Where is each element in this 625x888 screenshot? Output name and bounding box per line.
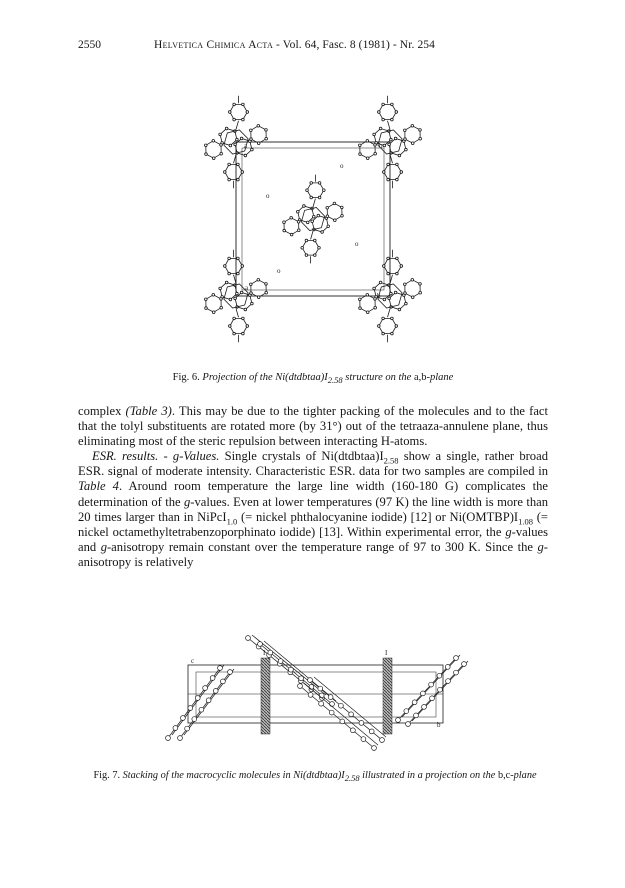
atom <box>237 178 240 181</box>
atom <box>225 127 228 130</box>
atom <box>382 103 385 106</box>
atom <box>366 294 369 297</box>
atom <box>283 229 286 232</box>
atom <box>318 247 321 250</box>
atom <box>195 696 200 701</box>
atom <box>318 686 323 691</box>
atom <box>258 642 263 647</box>
atom <box>396 178 399 181</box>
atom <box>290 217 293 220</box>
atom <box>406 722 411 727</box>
atom <box>400 265 403 268</box>
atom <box>298 229 301 232</box>
benzene-ring <box>405 280 420 297</box>
atom <box>383 298 386 301</box>
atom <box>341 206 344 209</box>
atom <box>188 706 193 711</box>
atom <box>229 325 232 328</box>
atom <box>359 298 362 301</box>
atom <box>383 144 386 147</box>
atom-label: a <box>245 284 249 292</box>
atom-label: b <box>377 292 381 300</box>
benzene-ring <box>327 203 342 220</box>
atom <box>411 125 414 128</box>
iodine-chain <box>383 658 392 734</box>
atom <box>228 670 233 675</box>
atom <box>242 118 245 121</box>
atom <box>398 308 401 311</box>
atom <box>166 736 171 741</box>
atom <box>278 659 283 664</box>
atom <box>359 144 362 147</box>
benzene-ring <box>360 141 375 158</box>
atom <box>299 676 304 681</box>
benzene-ring <box>405 126 420 143</box>
atom <box>242 103 245 106</box>
atom <box>289 667 294 672</box>
atom <box>234 143 237 146</box>
atom <box>374 152 377 155</box>
bond <box>313 199 315 207</box>
atom <box>327 225 330 228</box>
atom <box>233 103 236 106</box>
atom <box>445 665 450 670</box>
atom <box>297 210 300 213</box>
atom <box>241 171 244 174</box>
atom <box>308 678 313 683</box>
atom <box>411 142 414 145</box>
atom <box>404 129 407 132</box>
atom <box>246 636 251 641</box>
atom <box>205 153 208 156</box>
atom <box>383 171 386 174</box>
atom <box>411 296 414 299</box>
atom <box>339 703 344 708</box>
bond <box>388 121 391 130</box>
atom <box>257 125 260 128</box>
atom <box>391 317 394 320</box>
atom <box>404 292 407 295</box>
atom <box>229 144 232 147</box>
atom <box>205 307 208 310</box>
macrocycle-plane <box>264 641 336 701</box>
atom <box>265 283 268 286</box>
atom <box>334 219 337 222</box>
atom <box>228 257 231 260</box>
atom <box>265 137 268 140</box>
atom <box>396 718 401 723</box>
atom <box>405 302 408 305</box>
atom <box>379 281 382 284</box>
atom <box>192 717 197 722</box>
atom <box>422 705 427 710</box>
atom <box>326 207 329 210</box>
atom <box>212 311 215 314</box>
atom <box>378 111 381 114</box>
atom <box>396 272 399 275</box>
atom <box>366 157 369 160</box>
macrocycle-plane <box>304 683 378 745</box>
atom <box>224 171 227 174</box>
atom <box>333 202 336 205</box>
atom <box>388 297 391 300</box>
figure-7-caption: Fig. 7. Stacking of the macrocyclic molecules in $Ni(dtdbtaa)I_{2.58}$ illustrated in a projection on the b,c-plane <box>93 770 537 784</box>
atom <box>390 292 393 295</box>
atom <box>237 163 240 166</box>
atom <box>382 317 385 320</box>
atom <box>228 163 231 166</box>
atom <box>199 707 204 712</box>
atom <box>341 215 344 218</box>
bond <box>311 231 313 239</box>
atom <box>212 157 215 160</box>
benzene-ring <box>360 295 375 312</box>
atom <box>225 281 228 284</box>
atom <box>246 325 249 328</box>
atom <box>305 239 308 242</box>
atom <box>383 265 386 268</box>
atom <box>206 698 211 703</box>
atom <box>303 205 306 208</box>
atom <box>251 148 254 151</box>
atom <box>387 178 390 181</box>
bond <box>236 121 239 130</box>
atom <box>387 257 390 260</box>
atom <box>314 239 317 242</box>
atom <box>220 306 223 309</box>
atom <box>173 726 178 731</box>
benzene-ring <box>284 218 299 235</box>
atom <box>306 221 309 224</box>
atom <box>250 138 253 141</box>
atom <box>233 332 236 335</box>
atom <box>242 317 245 320</box>
atom <box>236 138 239 141</box>
atom <box>351 728 356 733</box>
atom <box>429 682 434 687</box>
table-ref: Table 4 <box>78 479 119 494</box>
atom <box>220 152 223 155</box>
atom <box>250 129 253 132</box>
atom <box>359 153 362 156</box>
atom <box>404 138 407 141</box>
benzene-ring <box>230 104 248 119</box>
atom <box>374 144 377 147</box>
atom <box>382 118 385 121</box>
atom <box>454 656 459 661</box>
atom <box>462 662 467 667</box>
atom <box>391 103 394 106</box>
atom <box>378 325 381 328</box>
atom <box>411 279 414 282</box>
axis-label-c: c <box>191 657 195 665</box>
atom <box>398 154 401 157</box>
atom <box>210 676 215 681</box>
volume-info: - Vol. 64, Fasc. 8 (1981) - Nr. 254 <box>273 39 435 51</box>
atom <box>310 182 313 185</box>
atom <box>250 292 253 295</box>
benzene-ring <box>379 318 397 333</box>
atom <box>220 298 223 301</box>
atom <box>391 332 394 335</box>
atom <box>233 118 236 121</box>
benzene-ring <box>251 126 266 143</box>
atom <box>326 215 329 218</box>
atom <box>236 292 239 295</box>
atom <box>283 221 286 224</box>
atom <box>233 317 236 320</box>
atom <box>298 684 303 689</box>
atom <box>221 679 226 684</box>
atom <box>185 726 190 731</box>
atom-label: b <box>379 142 383 150</box>
atom-label: a <box>244 142 248 150</box>
atom <box>244 154 247 157</box>
atom <box>265 129 268 132</box>
paragraph-2: ESR. results. - g-Values. Single crystals of $Ni(dtdbtaa)I_{2.58}$ show a single, rather broad ESR. signal of moderate intensity. Characteristic ESR. data for two samples are compiled in Table 4. Around room temperature the large line width (160-180 G) complicates the determination of the g-values. Even at lower temperatures (97 K) the line width is more than 20 times larger than in NiPcI$_{1.0}$ (= nickel phthalocyanine iodide) [12] or $Ni(OMTBP)I_{1.08}$ (= nickel octamethyltetrabenzoporphinato iodide) [13]. Within experimental error, the g-values and g-anisotropy remain constant over the temperature range of 97 to 300 K. Since the g-anisotropy is relatively <box>78 449 549 569</box>
benzene-ring <box>379 104 397 119</box>
atom <box>205 298 208 301</box>
atom <box>213 689 218 694</box>
atom <box>387 163 390 166</box>
iodine-chain <box>261 658 270 734</box>
atom <box>405 148 408 151</box>
atom <box>268 650 273 655</box>
iodine-chains <box>261 658 392 734</box>
section-heading: ESR. results. <box>92 449 159 464</box>
atom <box>380 738 385 743</box>
atom <box>228 178 231 181</box>
atom <box>240 137 243 140</box>
atom <box>419 137 422 140</box>
atom <box>310 196 313 199</box>
atom <box>404 283 407 286</box>
atom <box>311 220 314 223</box>
atom <box>419 129 422 132</box>
benzene-ring <box>302 241 319 256</box>
atom <box>390 138 393 141</box>
atom <box>224 265 227 268</box>
atom <box>290 233 293 236</box>
atom <box>246 111 249 114</box>
atom <box>391 118 394 121</box>
atom <box>328 695 333 700</box>
journal-name: Helvetica Chimica Acta <box>154 39 274 51</box>
figure-6-crystal-structure <box>190 68 436 368</box>
atom <box>366 140 369 143</box>
atom <box>237 257 240 260</box>
atom <box>219 133 222 136</box>
atom <box>369 729 374 734</box>
atom <box>228 272 231 275</box>
atom-label: o <box>266 192 270 200</box>
atom <box>366 311 369 314</box>
atom <box>412 700 417 705</box>
macrocycle-core <box>301 208 324 231</box>
atom <box>305 254 308 257</box>
paragraph-1: complex (Table 3). This may be due to the tighter packing of the molecules and to the fact that the tolyl substituents are rotated more (by 31°) out of the tetraaza-annulene plane, thus eliminating most of the steric repulsion between interacting H-atoms. <box>78 404 548 449</box>
atom <box>395 325 398 328</box>
atom <box>396 257 399 260</box>
atom <box>313 215 316 218</box>
atom <box>237 272 240 275</box>
atom <box>374 306 377 309</box>
atom <box>314 254 317 257</box>
unit-cell-inner <box>242 148 384 290</box>
atom <box>446 679 451 684</box>
atom <box>219 287 222 290</box>
atom <box>414 713 419 718</box>
atom <box>438 687 443 692</box>
atom <box>319 701 324 706</box>
atom <box>419 291 422 294</box>
benzene-ring <box>225 258 243 273</box>
atom <box>359 307 362 310</box>
body-text <box>78 404 548 570</box>
atom <box>372 746 377 751</box>
atom <box>437 673 442 678</box>
unit-cell-outer <box>236 142 390 296</box>
benzene-ring <box>206 295 221 312</box>
atom <box>257 142 260 145</box>
atom <box>400 171 403 174</box>
atom <box>244 308 247 311</box>
atom <box>218 666 223 671</box>
atom <box>323 189 326 192</box>
atom <box>396 163 399 166</box>
benzene-ring <box>384 258 402 273</box>
atom <box>349 712 354 717</box>
atom <box>379 127 382 130</box>
running-header <box>78 39 548 55</box>
atom <box>382 332 385 335</box>
atom <box>454 670 459 675</box>
atom <box>257 296 260 299</box>
atom <box>394 291 397 294</box>
iodine-label: I <box>263 649 266 657</box>
atom <box>395 111 398 114</box>
atom <box>394 137 397 140</box>
atom <box>388 143 391 146</box>
benzene-ring <box>225 164 243 179</box>
bond <box>388 309 391 318</box>
iodine-label: I <box>385 649 388 657</box>
atom <box>373 287 376 290</box>
atom <box>329 710 334 715</box>
atom <box>318 196 321 199</box>
atom <box>178 736 183 741</box>
axis-label-b: b <box>437 721 441 729</box>
atom <box>359 721 364 726</box>
atom <box>421 691 426 696</box>
atom-label: o <box>355 240 359 248</box>
atom <box>404 709 409 714</box>
atom <box>306 189 309 192</box>
atom <box>318 182 321 185</box>
atom <box>319 693 324 698</box>
atom <box>387 272 390 275</box>
atom <box>205 144 208 147</box>
atom <box>257 279 260 282</box>
atom <box>321 231 324 234</box>
atom <box>240 291 243 294</box>
atom <box>229 298 232 301</box>
benzene-ring <box>251 280 266 297</box>
atom <box>242 332 245 335</box>
atom <box>212 294 215 297</box>
atom <box>361 737 366 742</box>
atom <box>309 685 314 690</box>
atom <box>374 298 377 301</box>
atom <box>203 686 208 691</box>
page-number: 2550 <box>78 39 101 51</box>
atom <box>234 297 237 300</box>
figure-6-caption: Fig. 6. Projection of the $Ni(dtdbtaa)I_{2.58}$ structure on the a,b-plane <box>172 372 454 386</box>
atom <box>308 693 313 698</box>
benzene-ring <box>384 164 402 179</box>
atom <box>330 702 335 707</box>
benzene-ring <box>206 141 221 158</box>
atom <box>419 283 422 286</box>
atom <box>265 291 268 294</box>
atom <box>340 719 345 724</box>
atom <box>297 221 300 224</box>
atom-label: o <box>340 162 344 170</box>
atom <box>301 247 304 250</box>
atom <box>229 111 232 114</box>
atom-label: o <box>277 267 281 275</box>
atom <box>241 265 244 268</box>
benzene-ring <box>307 183 324 198</box>
benzene-ring <box>230 318 248 333</box>
atom <box>373 133 376 136</box>
bond <box>236 309 239 318</box>
atom <box>212 140 215 143</box>
atom <box>430 696 435 701</box>
journal-line <box>154 39 435 51</box>
atom <box>250 283 253 286</box>
atom <box>317 214 320 217</box>
figure-7-stacking-diagram <box>150 630 475 753</box>
table-ref: (Table 3) <box>125 404 172 418</box>
atom <box>251 302 254 305</box>
atom <box>220 144 223 147</box>
atom <box>181 716 186 721</box>
